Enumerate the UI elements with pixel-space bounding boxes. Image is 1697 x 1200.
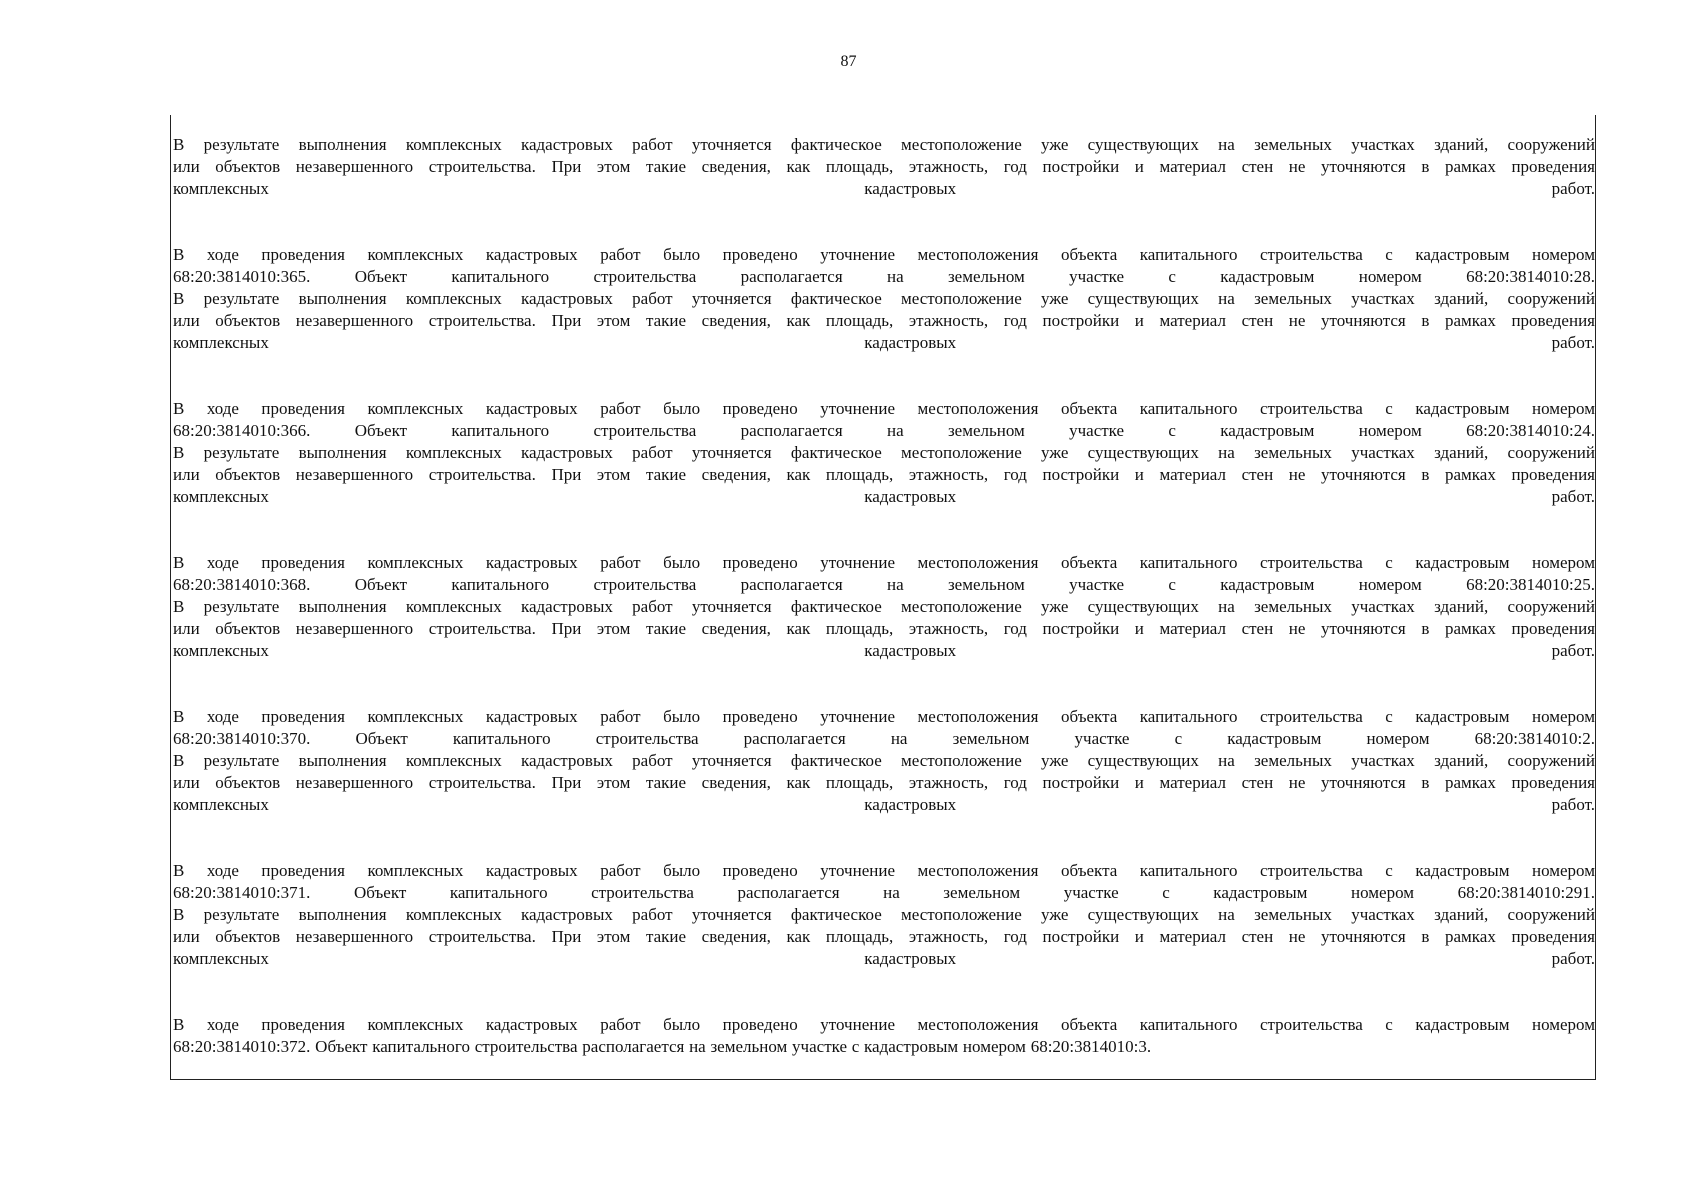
paragraph-line: 68:20:3814010:370. Объект капитального строительства располагается на земельном участке с кадастровым номером 68:20:3814010:2. [173,729,1595,748]
paragraph-line: В ходе проведения комплексных кадастровых работ было проведено уточнение местоположения объекта капитального строительства с кадастровым номером [173,245,1595,264]
paragraph [173,860,1595,970]
paragraph-line: В ходе проведения комплексных кадастровых работ было проведено уточнение местоположения объекта капитального строительства с кадастровым номером [173,553,1595,572]
paragraph-line: 68:20:3814010:368. Объект капитального строительства располагается на земельном участке с кадастровым номером 68:20:3814010:25. [173,575,1595,594]
paragraph-line: или объектов незавершенного строительства. При этом такие сведения, как площадь, этажность, год постройки и материал стен не уточняются в рамках проведения [173,927,1595,946]
paragraph-line: комплексных кадастровых работ. [173,333,1595,352]
paragraph [173,706,1595,816]
paragraph-line: комплексных кадастровых работ. [173,487,1595,506]
paragraph-line: В результате выполнения комплексных кадастровых работ уточняется фактическое местоположение уже существующих на земельных участках зданий, сооружений [173,597,1595,616]
paragraph-line: В результате выполнения комплексных кадастровых работ уточняется фактическое местоположение уже существующих на земельных участках зданий, сооружений [173,135,1595,154]
paragraph-line: В результате выполнения комплексных кадастровых работ уточняется фактическое местоположение уже существующих на земельных участках зданий, сооружений [173,289,1595,308]
paragraph-line: комплексных кадастровых работ. [173,795,1595,814]
paragraph-line: комплексных кадастровых работ. [173,179,1595,198]
paragraph [173,244,1595,354]
paragraph-line: В результате выполнения комплексных кадастровых работ уточняется фактическое местоположение уже существующих на земельных участках зданий, сооружений [173,443,1595,462]
document-body [173,134,1595,1058]
paragraph-line: В результате выполнения комплексных кадастровых работ уточняется фактическое местоположение уже существующих на земельных участках зданий, сооружений [173,751,1595,770]
paragraph [173,398,1595,508]
page-number: 87 [840,53,857,70]
paragraph-line: 68:20:3814010:366. Объект капитального строительства располагается на земельном участке с кадастровым номером 68:20:3814010:24. [173,421,1595,440]
paragraph-line: или объектов незавершенного строительства. При этом такие сведения, как площадь, этажность, год постройки и материал стен не уточняются в рамках проведения [173,619,1595,638]
paragraph-line: В ходе проведения комплексных кадастровых работ было проведено уточнение местоположения объекта капитального строительства с кадастровым номером [173,707,1595,726]
paragraph [173,134,1595,200]
paragraph-line: или объектов незавершенного строительства. При этом такие сведения, как площадь, этажность, год постройки и материал стен не уточняются в рамках проведения [173,311,1595,330]
paragraph-line: или объектов незавершенного строительства. При этом такие сведения, как площадь, этажность, год постройки и материал стен не уточняются в рамках проведения [173,773,1595,792]
paragraph-line: комплексных кадастровых работ. [173,641,1595,660]
paragraph-line: 68:20:3814010:372. Объект капитального строительства располагается на земельном участке с кадастровым номером 68:20:3814010:3. [173,1037,1152,1056]
paragraph-line: 68:20:3814010:365. Объект капитального строительства располагается на земельном участке с кадастровым номером 68:20:3814010:28. [173,267,1595,286]
paragraph-line: или объектов незавершенного строительства. При этом такие сведения, как площадь, этажность, год постройки и материал стен не уточняются в рамках проведения [173,157,1595,176]
paragraph-line: В ходе проведения комплексных кадастровых работ было проведено уточнение местоположения объекта капитального строительства с кадастровым номером [173,399,1595,418]
paragraph-line: или объектов незавершенного строительства. При этом такие сведения, как площадь, этажность, год постройки и материал стен не уточняются в рамках проведения [173,465,1595,484]
paragraph-line: В ходе проведения комплексных кадастровых работ было проведено уточнение местоположения объекта капитального строительства с кадастровым номером [173,1015,1595,1034]
paragraph [173,552,1595,662]
paragraph-line: В результате выполнения комплексных кадастровых работ уточняется фактическое местоположение уже существующих на земельных участках зданий, сооружений [173,905,1595,924]
paragraph-line: В ходе проведения комплексных кадастровых работ было проведено уточнение местоположения объекта капитального строительства с кадастровым номером [173,861,1595,880]
paragraph-line: 68:20:3814010:371. Объект капитального строительства располагается на земельном участке с кадастровым номером 68:20:3814010:291. [173,883,1595,902]
paragraph [173,1014,1595,1058]
paragraph-line: комплексных кадастровых работ. [173,949,1595,968]
